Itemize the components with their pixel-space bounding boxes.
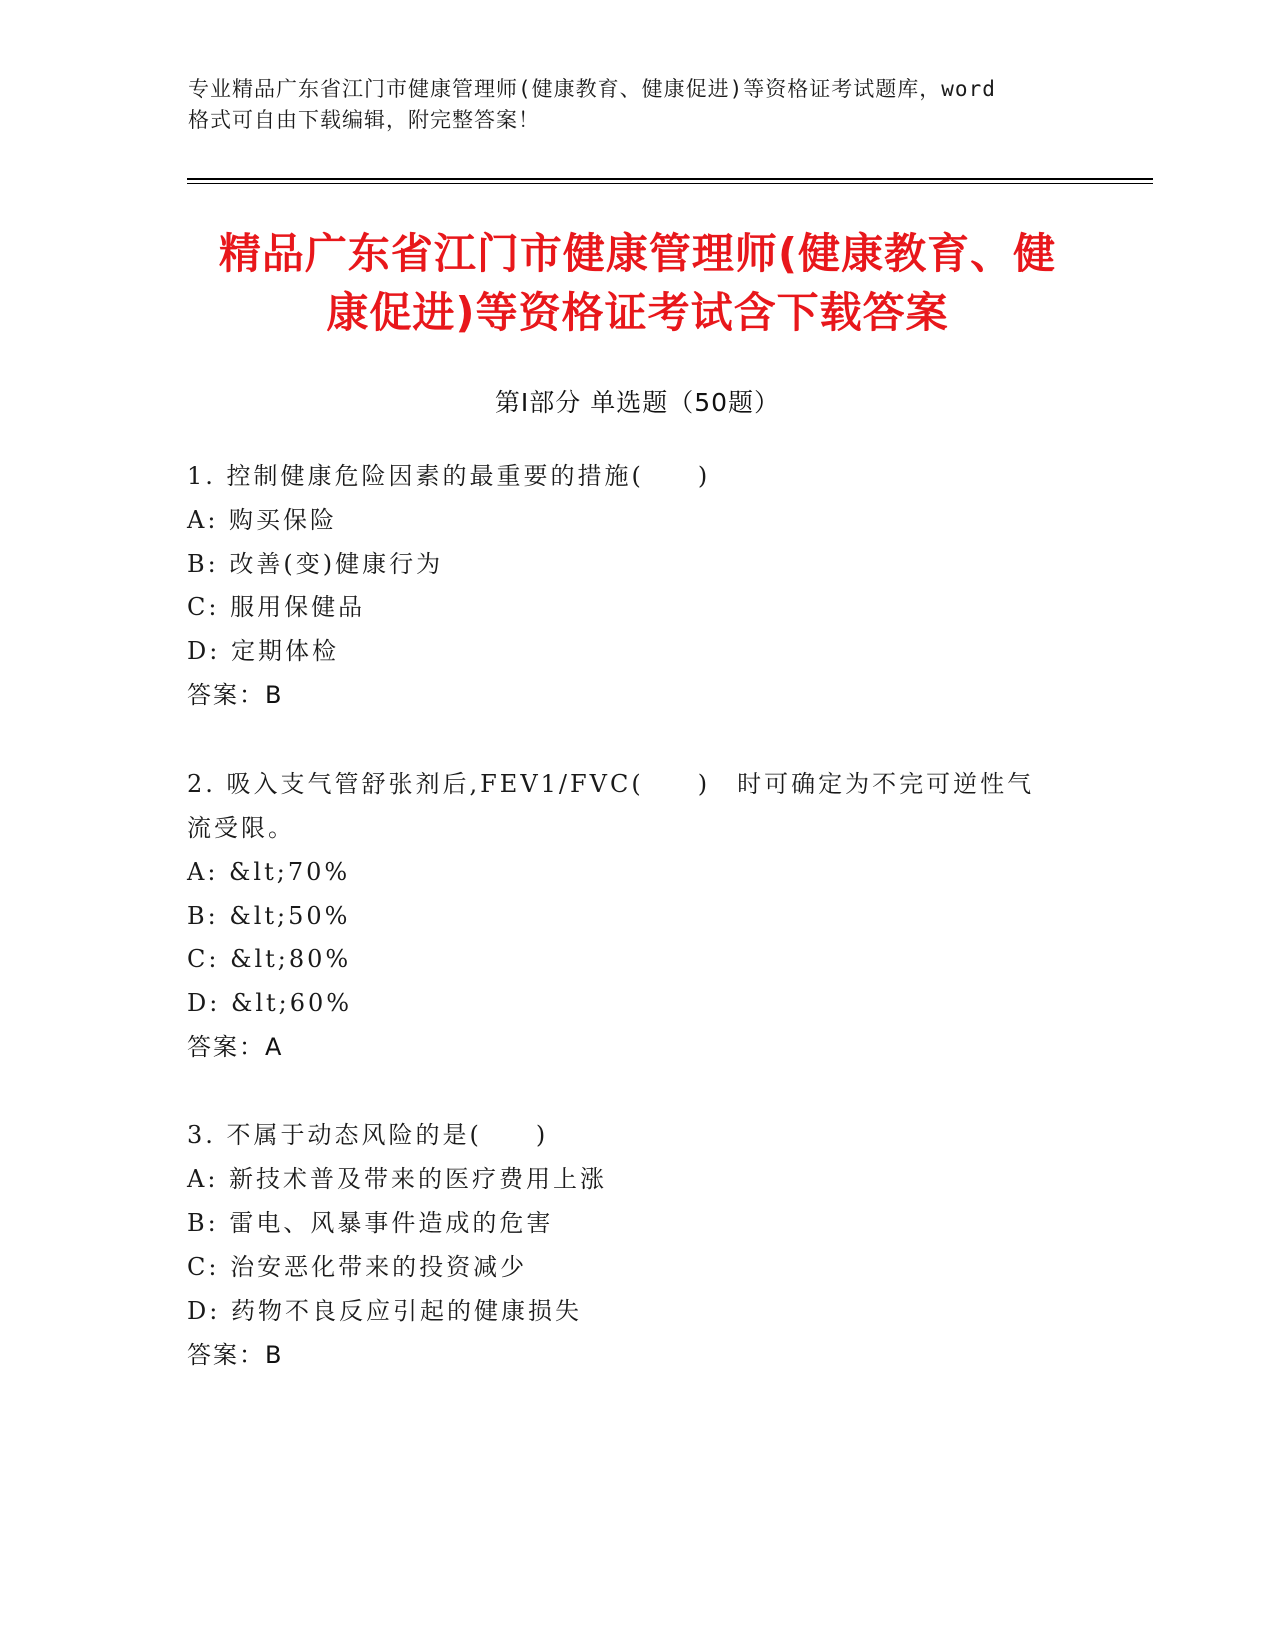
question-1-option-b: B: 改善(变)健康行为 [187,550,444,578]
question-3-option-c: C: 治安恶化带来的投资减少 [187,1253,528,1281]
question-1-option-d: D: 定期体检 [187,637,339,665]
document-title-line-2: 康促进)等资格证考试含下载答案 [326,288,949,337]
document-title-line-1: 精品广东省江门市健康管理师(健康教育、健 [218,229,1057,278]
header-note-line-2: 格式可自由下载编辑，附完整答案！ [188,108,540,132]
header-note-line-1: 专业精品广东省江门市健康管理师(健康教育、健康促进)等资格证考试题库，word [188,77,996,101]
question-2-answer: 答案：A [187,1033,284,1061]
question-1-option-c: C: 服用保健品 [187,593,366,621]
question-1-option-a: A: 购买保险 [187,506,338,534]
header-divider [187,178,1153,180]
question-3-option-b: B: 雷电、风暴事件造成的危害 [187,1209,554,1237]
question-2-option-b: B: &lt;50% [187,902,351,930]
question-2-stem-continued: 流受限。 [187,814,295,842]
header-note [188,74,1088,136]
document-title [150,224,1125,342]
question-2-option-d: D: &lt;60% [187,989,353,1017]
question-3-answer: 答案：B [187,1341,284,1369]
question-2-option-c: C: &lt;80% [187,945,352,973]
question-2-stem: 2. 吸入支气管舒张剂后,FEV1/FVC( ) 时可确定为不完可逆性气 [187,770,1035,798]
question-2-option-a: A: &lt;70% [187,858,351,886]
section-heading: 第Ⅰ部分 单选题（50题） [494,388,781,417]
header-divider-thin [187,183,1153,184]
question-1-answer: 答案：B [187,681,284,709]
question-3-stem: 3. 不属于动态风险的是( ) [187,1121,549,1149]
question-1-stem: 1. 控制健康危险因素的最重要的措施( ) [187,462,711,490]
question-3-option-a: A: 新技术普及带来的医疗费用上涨 [187,1165,608,1193]
question-3-option-d: D: 药物不良反应引起的健康损失 [187,1297,582,1325]
